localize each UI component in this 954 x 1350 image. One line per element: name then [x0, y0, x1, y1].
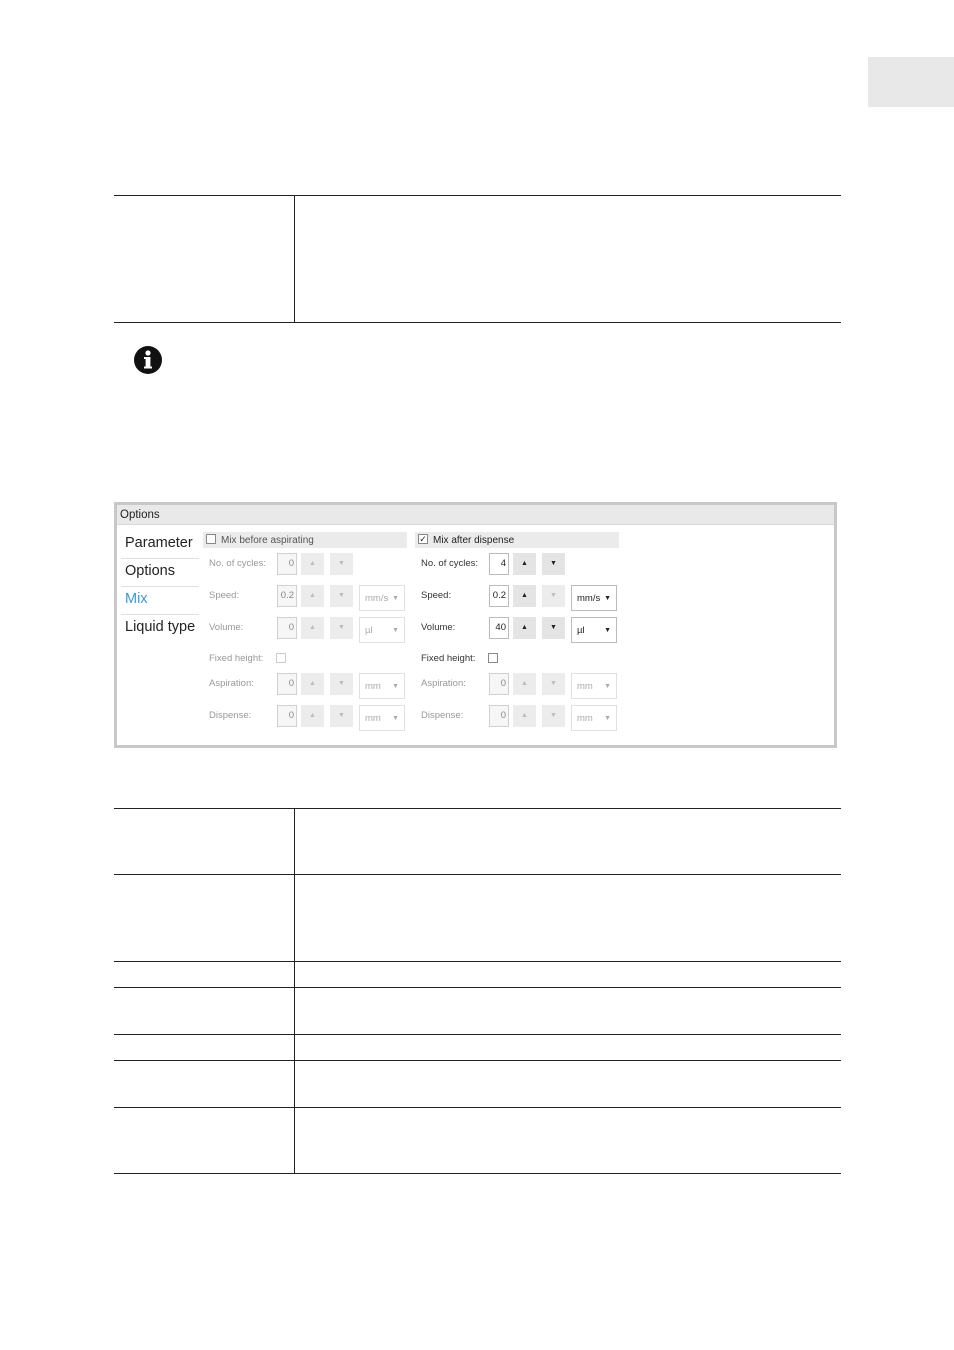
column-divider [294, 1035, 295, 1060]
nav-item-parameter[interactable]: Parameter [121, 531, 199, 559]
mix-after-dispense-up-button[interactable]: ▲ [513, 705, 536, 727]
unit-value: µl [365, 625, 373, 636]
column-divider [294, 988, 295, 1034]
table-row [114, 1061, 841, 1108]
mix-before-volume-input[interactable]: 0 [277, 617, 297, 639]
chevron-down-icon: ▼ [604, 595, 611, 602]
unit-value: mm [577, 713, 593, 724]
mix-before-aspiration-row [203, 673, 413, 697]
unit-value: µl [577, 625, 585, 636]
fixed-height-label: Fixed height: [421, 653, 476, 664]
cycles-label: No. of cycles: [209, 558, 267, 569]
mix-after-header [415, 532, 619, 548]
aspiration-label: Aspiration: [421, 678, 466, 689]
side-nav [121, 531, 199, 642]
chevron-down-icon: ▼ [392, 595, 399, 602]
table-row [114, 875, 841, 962]
mix-before-panel [203, 532, 407, 724]
window-title: Options [117, 505, 834, 525]
options-window-screenshot [114, 502, 837, 748]
column-divider [294, 809, 295, 874]
chevron-down-icon: ▼ [392, 683, 399, 690]
mix-before-dispense-row [203, 705, 413, 729]
table-row [114, 962, 841, 988]
mix-before-cycles-up-button[interactable]: ▲ [301, 553, 324, 575]
mix-before-volume-down-button[interactable]: ▼ [330, 617, 353, 639]
mix-after-aspiration-up-button[interactable]: ▲ [513, 673, 536, 695]
mix-before-label: Mix before aspirating [221, 535, 314, 546]
mix-after-volume-input[interactable]: 40 [489, 617, 509, 639]
mix-before-aspiration-up-button[interactable]: ▲ [301, 673, 324, 695]
mix-after-cycles-down-button[interactable]: ▼ [542, 553, 565, 575]
mix-before-speed-input[interactable]: 0.2 [277, 585, 297, 607]
chevron-down-icon: ▼ [604, 627, 611, 634]
mix-after-dispense-input[interactable]: 0 [489, 705, 509, 727]
info-icon [133, 345, 163, 375]
mix-after-volume-down-button[interactable]: ▼ [542, 617, 565, 639]
mix-after-volume-up-button[interactable]: ▲ [513, 617, 536, 639]
mix-before-dispense-up-button[interactable]: ▲ [301, 705, 324, 727]
mix-before-dispense-unit-select[interactable] [359, 705, 405, 731]
mix-after-speed-up-button[interactable]: ▲ [513, 585, 536, 607]
table-row [114, 988, 841, 1035]
mix-before-dispense-input[interactable]: 0 [277, 705, 297, 727]
mix-before-cycles-input[interactable]: 0 [277, 553, 297, 575]
chevron-down-icon: ▼ [604, 683, 611, 690]
mix-after-fixed-height-checkbox[interactable] [488, 653, 498, 663]
mix-after-cycles-up-button[interactable]: ▲ [513, 553, 536, 575]
unit-value: mm/s [577, 593, 601, 604]
mix-after-fixed-height-row [415, 648, 625, 672]
chevron-down-icon: ▼ [604, 715, 611, 722]
mix-before-aspiration-down-button[interactable]: ▼ [330, 673, 353, 695]
mix-after-cycles-row [415, 553, 625, 577]
table-row [114, 1108, 841, 1174]
mix-before-volume-unit-select[interactable] [359, 617, 405, 643]
unit-value: mm [365, 713, 381, 724]
chevron-down-icon: ▼ [392, 627, 399, 634]
mix-after-dispense-down-button[interactable]: ▼ [542, 705, 565, 727]
column-divider [294, 1061, 295, 1107]
mix-after-aspiration-row [415, 673, 625, 697]
dispense-label: Dispense: [209, 710, 252, 721]
mix-before-aspiration-unit-select[interactable] [359, 673, 405, 699]
mix-before-cycles-row [203, 553, 413, 577]
mix-after-volume-unit-select[interactable] [571, 617, 617, 643]
volume-label: Volume: [209, 622, 244, 633]
mix-after-speed-row [415, 585, 625, 609]
table-row [114, 809, 841, 875]
chevron-down-icon: ▼ [392, 715, 399, 722]
speed-label: Speed: [421, 590, 452, 601]
unit-value: mm/s [365, 593, 389, 604]
unit-value: mm [365, 681, 381, 692]
mix-after-cycles-input[interactable]: 4 [489, 553, 509, 575]
mix-after-checkbox[interactable]: ✓ [419, 534, 427, 544]
unit-value: mm [577, 681, 593, 692]
mix-before-speed-up-button[interactable]: ▲ [301, 585, 324, 607]
table-row [114, 1035, 841, 1061]
mix-after-label: Mix after dispense [433, 535, 515, 546]
mix-before-fixed-height-row [203, 648, 413, 672]
column-divider [294, 962, 295, 987]
mix-after-aspiration-input[interactable]: 0 [489, 673, 509, 695]
nav-item-liquid-type[interactable]: Liquid type [125, 619, 196, 635]
parameter-table-top [114, 195, 841, 323]
mix-after-dispense-unit-select[interactable] [571, 705, 617, 731]
nav-item-mix[interactable]: Mix [121, 587, 199, 615]
fixed-height-label: Fixed height: [209, 653, 264, 664]
mix-before-checkbox[interactable] [206, 534, 216, 544]
cycles-label: No. of cycles: [421, 558, 479, 569]
volume-label: Volume: [421, 622, 456, 633]
mix-before-dispense-down-button[interactable]: ▼ [330, 705, 353, 727]
mix-before-header [203, 532, 407, 548]
mix-after-speed-unit-select[interactable] [571, 585, 617, 611]
mix-before-fixed-height-checkbox[interactable] [276, 653, 286, 663]
mix-after-aspiration-unit-select[interactable] [571, 673, 617, 699]
mix-before-speed-row [203, 585, 413, 609]
column-divider [294, 875, 295, 961]
dispense-label: Dispense: [421, 710, 464, 721]
mix-before-speed-unit-select[interactable] [359, 585, 405, 611]
mix-before-cycles-down-button[interactable]: ▼ [330, 553, 353, 575]
mix-after-aspiration-down-button[interactable]: ▼ [542, 673, 565, 695]
column-divider [294, 196, 295, 322]
speed-label: Speed: [209, 590, 240, 601]
mix-before-volume-up-button[interactable]: ▲ [301, 617, 324, 639]
mix-before-aspiration-input[interactable]: 0 [277, 673, 297, 695]
chapter-tab-marker [868, 57, 954, 107]
mix-after-speed-down-button[interactable]: ▼ [542, 585, 565, 607]
mix-after-volume-row [415, 617, 625, 641]
nav-item-options[interactable]: Options [121, 559, 199, 587]
aspiration-label: Aspiration: [209, 678, 254, 689]
parameter-table-bottom [114, 808, 841, 1174]
table-row [114, 196, 841, 323]
mix-after-panel [415, 532, 619, 724]
mix-before-speed-down-button[interactable]: ▼ [330, 585, 353, 607]
column-divider [294, 1108, 295, 1173]
mix-before-volume-row [203, 617, 413, 641]
mix-after-dispense-row [415, 705, 625, 729]
mix-after-speed-input[interactable]: 0.2 [489, 585, 509, 607]
